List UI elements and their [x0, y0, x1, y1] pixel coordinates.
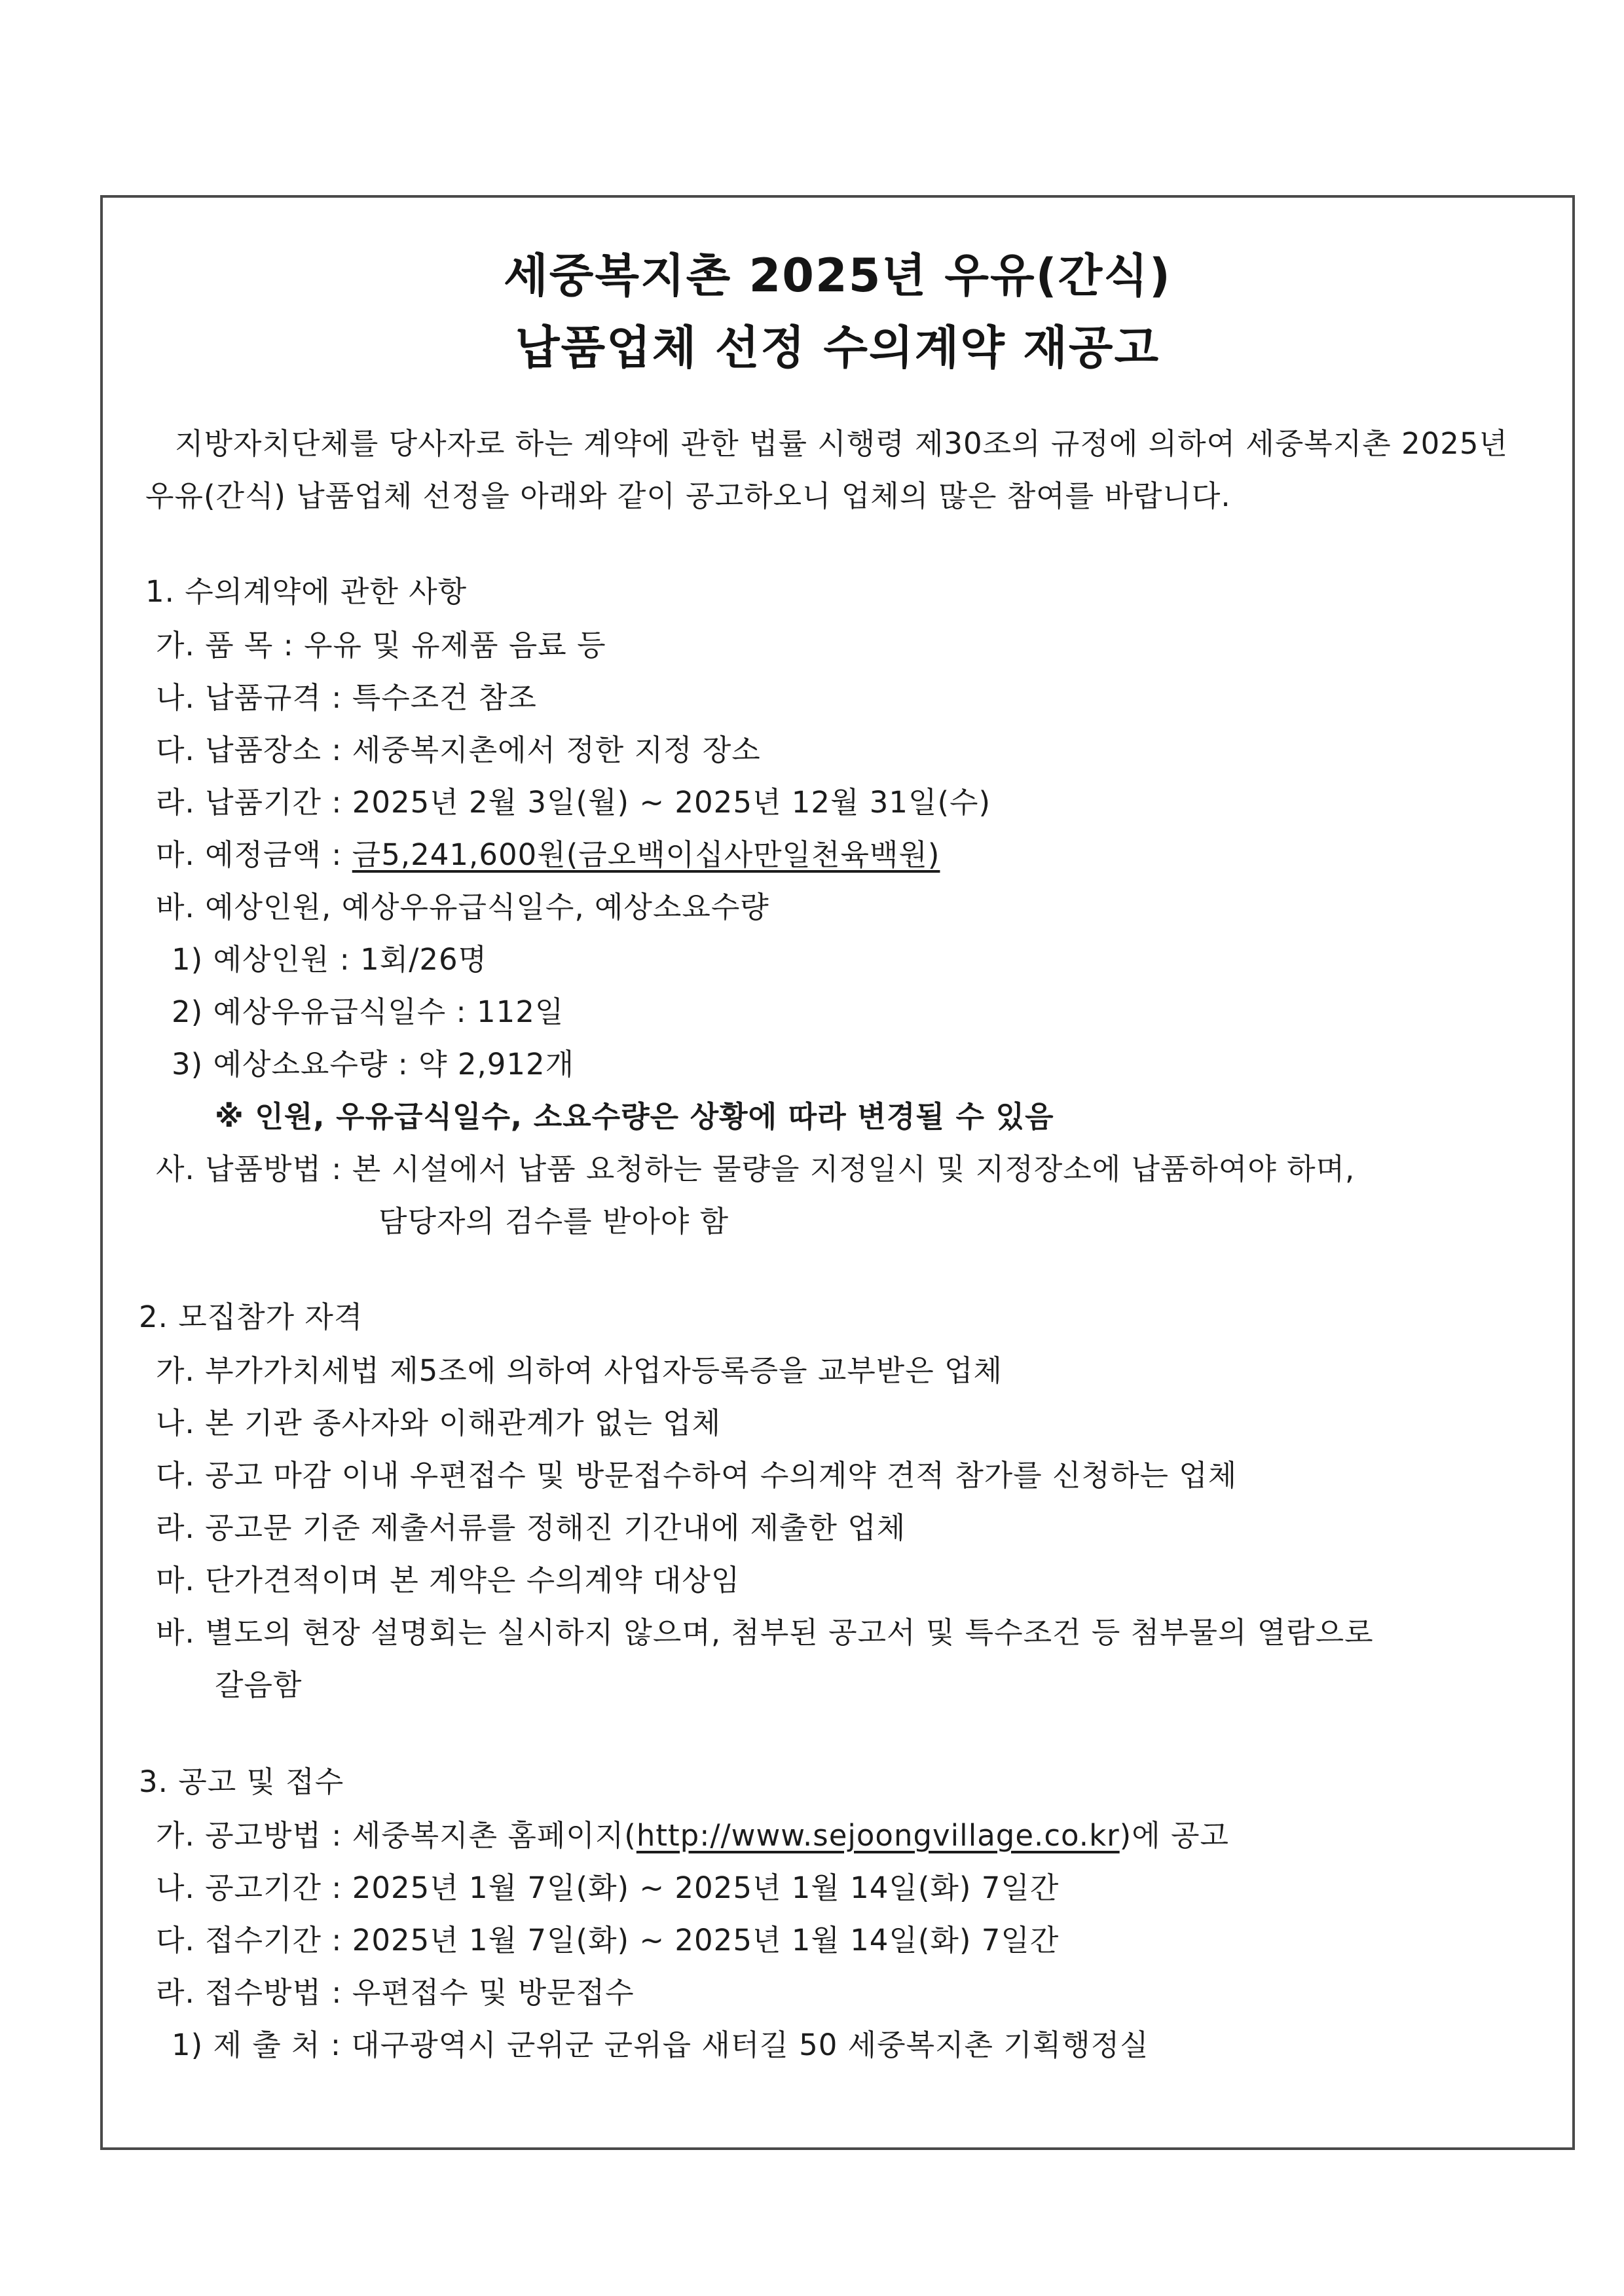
notice-title-line1: 세중복지촌 2025년 우유(간식): [504, 249, 1172, 302]
section1-item-d: 라. 납품기간 : 2025년 2월 3일(월) ~ 2025년 12월 31일(수): [156, 785, 991, 820]
estimated-amount: 금5,241,600원(금오백이십사만일천육백원): [352, 837, 940, 872]
section2-item-f: 바. 별도의 현장 설명회는 실시하지 않으며, 첨부된 공고서 및 특수조건 등 첨부물의 열람으로: [156, 1615, 1374, 1650]
section3-item-d: 라. 접수방법 : 우편접수 및 방문접수: [156, 1975, 635, 2010]
section3-item-c: 다. 접수기간 : 2025년 1월 7일(화) ~ 2025년 1월 14일(화) 7일간: [156, 1923, 1060, 1958]
section1-item-g: 사. 납품방법 : 본 시설에서 납품 요청하는 물량을 지정일시 및 지정장소에 납품하여야 하며,: [156, 1152, 1356, 1186]
section1-item-b: 나. 납품규격 : 특수조건 참조: [156, 680, 537, 715]
section1-item-c: 다. 납품장소 : 세중복지촌에서 정한 지정 장소: [156, 733, 761, 767]
section2-item-c: 다. 공고 마감 이내 우편접수 및 방문접수하여 수의계약 견적 참가를 신청하는 업체: [156, 1458, 1238, 1493]
homepage-link[interactable]: http://www.sejoongvillage.co.kr: [636, 1818, 1120, 1853]
section1-item-e: [156, 835, 940, 875]
section3-item-a-suffix: )에 공고: [1119, 1818, 1229, 1853]
section2-item-d: 라. 공고문 기준 제출서류를 정해진 기간내에 제출한 업체: [156, 1510, 906, 1545]
section1-heading: 1. 수의계약에 관한 사항: [145, 574, 468, 609]
section2-heading: 2. 모집참가 자격: [139, 1300, 363, 1334]
intro-paragraph: [145, 418, 1547, 522]
section1-item-g-continued: 담당자의 검수를 받아야 함: [378, 1204, 729, 1239]
notice-title-line2: 납품업체 선정 수의계약 재공고: [515, 321, 1160, 374]
section3-item-a: [156, 1816, 1229, 1855]
section2-item-a: 가. 부가가치세법 제5조에 의하여 사업자등록증을 교부받은 업체: [156, 1353, 1003, 1388]
section2-item-b: 나. 본 기관 종사자와 이해관계가 없는 업체: [156, 1406, 722, 1440]
section1-item-f: 바. 예상인원, 예상우유급식일수, 예상소요수량: [156, 890, 769, 924]
section3-item-b: 나. 공고기간 : 2025년 1월 7일(화) ~ 2025년 1월 14일(화) 7일간: [156, 1870, 1060, 1905]
section1-item-f3: 3) 예상소요수량 : 약 2,912개: [172, 1047, 575, 1082]
section1-item-f1: 1) 예상인원 : 1회/26명: [172, 942, 488, 977]
section1-note: ※ 인원, 우유급식일수, 소요수량은 상황에 따라 변경될 수 있음: [215, 1099, 1054, 1134]
section2-item-f-continued: 갈음함: [215, 1667, 303, 1702]
intro-text: 지방자치단체를 당사자로 하는 계약에 관한 법률 시행령 제30조의 규정에 의하여 세중복지촌 2025년 우유(간식) 납품업체 선정을 아래와 같이 공고하오니 업체의 많은 참여를 바랍니다.: [145, 426, 1508, 513]
section1-item-e-label: 마. 예정금액 :: [156, 837, 352, 872]
section1-item-a: 가. 품 목 : 우유 및 유제품 음료 등: [156, 628, 606, 663]
section3-item-a-label: 가. 공고방법 : 세중복지촌 홈페이지(: [156, 1818, 637, 1853]
section3-heading: 3. 공고 및 접수: [139, 1764, 344, 1799]
section2-item-e: 마. 단가견적이며 본 계약은 수의계약 대상임: [156, 1563, 741, 1597]
section3-item-d1: 1) 제 출 처 : 대구광역시 군위군 군위읍 새터길 50 세중복지촌 기획행정실: [172, 2028, 1149, 2062]
section1-item-f2: 2) 예상우유급식일수 : 112일: [172, 994, 564, 1029]
